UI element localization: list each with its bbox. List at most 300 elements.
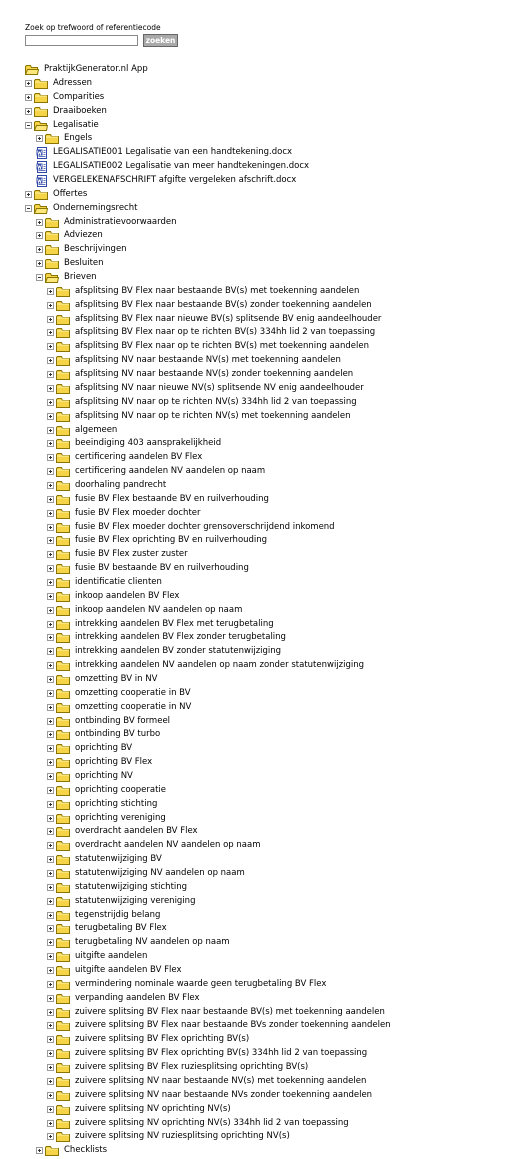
expand-icon[interactable] [47, 967, 54, 974]
folder-icon [56, 965, 70, 976]
tree-item-label: intrekking aandelen BV Flex zonder terugbetaling [75, 632, 286, 642]
tree-item-label: terugbetaling BV Flex [75, 923, 167, 933]
tree-item-label: zuivere splitsing BV Flex naar bestaande BVs zonder toekenning aandelen [75, 1020, 391, 1030]
folder-icon [56, 466, 70, 477]
tree-folder[interactable] [47, 493, 269, 506]
folder-icon [56, 813, 70, 824]
tree-item-label: inkoop aandelen NV aandelen op naam [75, 605, 243, 615]
tree-item-label: afsplitsing NV naar op te richten NV(s) 334hh lid 2 van toepassing [75, 397, 357, 407]
expand-icon[interactable] [47, 856, 54, 863]
expand-icon[interactable] [47, 939, 54, 946]
folder-icon [56, 1131, 70, 1142]
expand-icon[interactable] [25, 191, 32, 198]
expand-icon[interactable] [47, 371, 54, 378]
tree-item-label: zuivere splitsing NV oprichting NV(s) [75, 1104, 231, 1114]
tree-folder[interactable] [47, 548, 188, 561]
expand-icon[interactable] [47, 385, 54, 392]
folder-icon [56, 1020, 70, 1031]
collapse-icon[interactable] [25, 122, 32, 129]
tree-item-label: intrekking aandelen BV zonder statutenwijziging [75, 646, 282, 656]
tree-folder[interactable] [47, 742, 132, 755]
tree-folder[interactable] [47, 534, 267, 547]
tree-item-label: fusie BV Flex bestaande BV en ruilverhouding [75, 494, 269, 504]
folder-icon [56, 549, 70, 560]
tree-item-label: zuivere splitsing BV Flex oprichting BV(s) [75, 1034, 250, 1044]
word-document-icon [36, 175, 48, 187]
tree-folder[interactable] [47, 784, 166, 797]
folder-icon [56, 771, 70, 782]
folder-icon [56, 1062, 70, 1073]
expand-icon[interactable] [47, 898, 54, 905]
tree-item-label: beeindiging 403 aansprakelijkheid [75, 438, 222, 448]
tree-item-label: ontbinding BV turbo [75, 729, 161, 739]
tree-folder[interactable] [47, 424, 117, 437]
expand-icon[interactable] [25, 80, 32, 87]
tree-item-label: statutenwijziging stichting [75, 882, 188, 892]
folder-icon [56, 355, 70, 366]
tree-item-label: statutenwijziging NV aandelen op naam [75, 868, 245, 878]
expand-icon[interactable] [47, 718, 54, 725]
folder-icon [56, 799, 70, 810]
tree-folder[interactable] [47, 562, 249, 575]
expand-icon[interactable] [47, 316, 54, 323]
tree-root-label: PraktijkGenerator.nl App [44, 64, 148, 74]
expand-icon[interactable] [47, 1120, 54, 1127]
expand-icon[interactable] [47, 468, 54, 475]
tree-item-label: inkoop aandelen BV Flex [75, 591, 180, 601]
folder-icon [56, 1034, 70, 1045]
expand-icon[interactable] [47, 745, 54, 752]
tree-item-label: Offertes [53, 189, 88, 199]
expand-icon[interactable] [36, 1147, 43, 1154]
folder-icon [56, 619, 70, 630]
tree-folder[interactable] [47, 1089, 372, 1102]
tree-file[interactable] [36, 160, 309, 173]
tree-folder[interactable] [47, 1103, 231, 1116]
tree-folder[interactable] [47, 659, 364, 672]
expand-icon[interactable] [47, 427, 54, 434]
tree-folder[interactable] [47, 465, 265, 478]
expand-icon[interactable] [47, 537, 54, 544]
folder-icon [56, 397, 70, 408]
tree-folder[interactable] [25, 91, 104, 104]
tree-item-label: uitgifte aandelen [75, 951, 148, 961]
tree-item-label: tegenstrijdig belang [75, 910, 161, 920]
folder-icon [56, 1104, 70, 1115]
folder-icon [56, 785, 70, 796]
folder-icon [34, 106, 48, 117]
expand-icon[interactable] [47, 607, 54, 614]
tree-folder[interactable] [25, 119, 99, 132]
tree-folder[interactable] [47, 825, 198, 838]
expand-icon[interactable] [47, 884, 54, 891]
tree-folder[interactable] [47, 812, 166, 825]
tree-item-label: zuivere splitsing BV Flex oprichting BV(s) 334hh lid 2 van toepassing [75, 1048, 368, 1058]
tree-folder[interactable] [47, 354, 341, 367]
search-label: Zoek op trefwoord of referentiecode [25, 23, 161, 32]
tree-item-label: Checklists [64, 1145, 108, 1155]
tree-item-label: Administratievoorwaarden [64, 217, 177, 227]
tree-folder[interactable] [47, 853, 162, 866]
tree-folder[interactable] [47, 839, 260, 852]
tree-folder[interactable] [36, 257, 104, 270]
expand-icon[interactable] [47, 828, 54, 835]
folder-icon [56, 314, 70, 325]
folder-icon [56, 882, 70, 893]
expand-icon[interactable] [47, 329, 54, 336]
tree-folder[interactable] [47, 1061, 308, 1074]
tree-folder[interactable] [47, 340, 369, 353]
tree-folder[interactable] [47, 1130, 290, 1143]
folder-icon [56, 563, 70, 574]
tree-folder[interactable] [47, 1019, 391, 1032]
expand-icon[interactable] [25, 108, 32, 115]
tree-folder[interactable] [36, 243, 127, 256]
expand-icon[interactable] [47, 953, 54, 960]
tree-folder[interactable] [47, 285, 359, 298]
tree-folder[interactable] [47, 936, 230, 949]
tree-folder[interactable] [36, 132, 92, 145]
tree-item-label: zuivere splitsing NV oprichting NV(s) 334hh lid 2 van toepassing [75, 1118, 349, 1128]
folder-icon [56, 411, 70, 422]
folder-open-icon [25, 64, 39, 75]
expand-icon[interactable] [47, 704, 54, 711]
folder-icon [56, 286, 70, 297]
tree-item-label: omzetting BV in NV [75, 674, 158, 684]
folder-open-icon [34, 120, 48, 131]
tree-item-label: afsplitsing NV naar op te richten NV(s) met toekenning aandelen [75, 411, 351, 421]
tree-item-label: certificering aandelen BV Flex [75, 452, 203, 462]
folder-icon [56, 951, 70, 962]
tree-item-label: afsplitsing BV Flex naar bestaande BV(s) met toekenning aandelen [75, 286, 360, 296]
folder-icon [45, 244, 59, 255]
folder-icon [56, 522, 70, 533]
expand-icon[interactable] [47, 551, 54, 558]
expand-icon[interactable] [47, 510, 54, 517]
expand-icon[interactable] [47, 690, 54, 697]
tree-folder[interactable] [47, 326, 375, 339]
tree-folder[interactable] [47, 604, 242, 617]
expand-icon[interactable] [47, 870, 54, 877]
folder-icon [56, 508, 70, 519]
expand-icon[interactable] [47, 399, 54, 406]
tree-item-label: algemeen [75, 425, 118, 435]
tree-folder[interactable] [47, 992, 200, 1005]
tree-file[interactable] [36, 146, 292, 159]
tree-item-label: afsplitsing BV Flex naar nieuwe BV(s) splitsende BV enig aandeelhouder [75, 314, 382, 324]
tree-item-label: omzetting cooperatie in NV [75, 702, 192, 712]
tree-item-label: Brieven [64, 272, 97, 282]
tree-folder[interactable] [47, 479, 166, 492]
folder-icon [56, 1090, 70, 1101]
expand-icon[interactable] [47, 565, 54, 572]
tree-item-label: intrekking aandelen NV aandelen op naam zonder statutenwijziging [75, 660, 365, 670]
tree-folder[interactable] [47, 396, 357, 409]
tree-folder[interactable] [36, 229, 103, 242]
tree-folder[interactable] [47, 645, 281, 658]
folder-icon [56, 979, 70, 990]
tree-item-label: Besluiten [64, 258, 104, 268]
tree-folder[interactable] [47, 618, 274, 631]
tree-item-label: afsplitsing BV Flex naar op te richten BV(s) met toekenning aandelen [75, 341, 369, 351]
folder-open-icon [45, 272, 59, 283]
tree-item-label: afsplitsing NV naar bestaande NV(s) zonder toekenning aandelen [75, 369, 354, 379]
expand-icon[interactable] [47, 787, 54, 794]
expand-icon[interactable] [47, 593, 54, 600]
tree-item-label: oprichting cooperatie [75, 785, 167, 795]
tree-folder[interactable] [47, 1075, 366, 1088]
folder-icon [56, 896, 70, 907]
tree-item-label: LEGALISATIE002 Legalisatie van meer handtekeningen.docx [53, 161, 310, 171]
folder-icon [56, 660, 70, 671]
expand-icon[interactable] [47, 815, 54, 822]
tree-item-label: Engels [64, 133, 93, 143]
tree-item-label: Beschrijvingen [64, 244, 127, 254]
tree-item-label: Adviezen [64, 230, 103, 240]
tree-item-label: overdracht aandelen BV Flex [75, 826, 198, 836]
folder-icon [56, 300, 70, 311]
folder-icon [45, 230, 59, 241]
folder-icon [34, 189, 48, 200]
tree-folder[interactable] [25, 188, 87, 201]
search-input[interactable] [25, 35, 138, 46]
tree-folder[interactable] [47, 368, 353, 381]
tree-folder[interactable] [25, 77, 92, 90]
collapse-icon[interactable] [36, 274, 43, 281]
tree-folder[interactable] [47, 964, 182, 977]
tree-item-label: afsplitsing BV Flex naar bestaande BV(s) zonder toekenning aandelen [75, 300, 372, 310]
tree-folder[interactable] [47, 451, 202, 464]
expand-icon[interactable] [36, 135, 43, 142]
tree-item-label: uitgifte aandelen BV Flex [75, 965, 182, 975]
expand-icon[interactable] [47, 1092, 54, 1099]
tree-folder[interactable] [47, 701, 191, 714]
expand-icon[interactable] [47, 357, 54, 364]
tree-folder[interactable] [47, 909, 160, 922]
folder-icon [56, 452, 70, 463]
expand-icon[interactable] [47, 1064, 54, 1071]
folder-open-icon [34, 203, 48, 214]
folder-icon [56, 341, 70, 352]
folder-icon [56, 535, 70, 546]
tree-item-label: oprichting BV Flex [75, 757, 153, 767]
expand-icon[interactable] [36, 219, 43, 226]
expand-icon[interactable] [36, 260, 43, 267]
tree-root[interactable] [25, 63, 148, 76]
tree-item-label: ontbinding BV formeel [75, 716, 171, 726]
expand-icon[interactable] [47, 842, 54, 849]
tree-item-label: zuivere splitsing NV ruziesplitsing oprichting NV(s) [75, 1131, 290, 1141]
expand-icon[interactable] [47, 759, 54, 766]
expand-icon[interactable] [36, 232, 43, 239]
tree-item-label: verpanding aandelen BV Flex [75, 993, 200, 1003]
expand-icon[interactable] [47, 482, 54, 489]
expand-icon[interactable] [47, 343, 54, 350]
tree-folder[interactable] [47, 576, 162, 589]
tree-item-label: afsplitsing NV naar bestaande NV(s) met toekenning aandelen [75, 355, 341, 365]
tree-folder[interactable] [47, 437, 221, 450]
folder-icon [56, 743, 70, 754]
expand-icon[interactable] [47, 1106, 54, 1113]
expand-icon[interactable] [47, 648, 54, 655]
folder-icon [56, 577, 70, 588]
expand-icon[interactable] [47, 302, 54, 309]
tree-item-label: oprichting BV [75, 743, 133, 753]
expand-icon[interactable] [47, 1078, 54, 1085]
expand-icon[interactable] [47, 1133, 54, 1140]
expand-icon[interactable] [47, 288, 54, 295]
folder-icon [56, 480, 70, 491]
tree-folder[interactable] [47, 521, 335, 534]
tree-file[interactable] [36, 174, 296, 187]
expand-icon[interactable] [25, 94, 32, 101]
folder-icon [56, 868, 70, 879]
tree-item-label: Comparities [53, 92, 105, 102]
tree-folder[interactable] [47, 950, 147, 963]
folder-icon [45, 1145, 59, 1156]
folder-icon [56, 716, 70, 727]
folder-icon [56, 327, 70, 338]
tree-item-label: oprichting stichting [75, 799, 158, 809]
search-form [25, 23, 178, 47]
expand-icon[interactable] [47, 524, 54, 531]
tree-item-label: oprichting vereniging [75, 813, 166, 823]
tree-item-label: oprichting NV [75, 771, 133, 781]
tree-folder[interactable] [47, 867, 245, 880]
tree-item-label: Legalisatie [53, 120, 99, 130]
folder-icon [56, 688, 70, 699]
tree-folder[interactable] [47, 313, 381, 326]
tree-item-label: fusie BV bestaande BV en ruilverhouding [75, 563, 249, 573]
folder-icon [56, 591, 70, 602]
expand-icon[interactable] [36, 246, 43, 253]
folder-icon [56, 1048, 70, 1059]
tree-folder[interactable] [47, 410, 350, 423]
folder-icon [56, 826, 70, 837]
folder-icon [56, 632, 70, 643]
tree-item-label: fusie BV Flex moeder dochter [75, 508, 201, 518]
tree-item-label: doorhaling pandrecht [75, 480, 167, 490]
tree-folder[interactable] [47, 715, 170, 728]
folder-icon [56, 438, 70, 449]
tree-item-label: LEGALISATIE001 Legalisatie van een handtekening.docx [53, 147, 293, 157]
tree-folder[interactable] [47, 507, 201, 520]
tree-folder[interactable] [25, 105, 107, 118]
tree-item-label: VERGELEKENAFSCHRIFT afgifte vergeleken afschrift.docx [53, 175, 297, 185]
tree-folder[interactable] [47, 1033, 249, 1046]
word-document-icon [36, 147, 48, 159]
folder-icon [56, 605, 70, 616]
tree-item-label: terugbetaling NV aandelen op naam [75, 937, 230, 947]
folder-icon [56, 910, 70, 921]
folder-icon [56, 854, 70, 865]
folder-icon [56, 1007, 70, 1018]
collapse-icon[interactable] [25, 205, 32, 212]
folder-icon [56, 993, 70, 1004]
folder-icon [56, 1076, 70, 1087]
search-button[interactable]: zoeken [143, 34, 178, 47]
expand-icon[interactable] [47, 440, 54, 447]
folder-icon [56, 729, 70, 740]
expand-icon[interactable] [47, 1050, 54, 1057]
folder-icon [56, 1118, 70, 1129]
tree-item-label: identificatie clienten [75, 577, 162, 587]
tree-item-label: overdracht aandelen NV aandelen op naam [75, 840, 261, 850]
folder-icon [56, 369, 70, 380]
expand-icon[interactable] [47, 413, 54, 420]
tree-item-label: zuivere splitsing NV naar bestaande NV(s) met toekenning aandelen [75, 1076, 367, 1086]
expand-icon[interactable] [47, 925, 54, 932]
tree-folder[interactable] [36, 216, 177, 229]
tree-item-label: Adressen [53, 78, 93, 88]
tree-folder[interactable] [47, 382, 364, 395]
expand-icon[interactable] [47, 981, 54, 988]
tree-folder[interactable] [47, 728, 160, 741]
expand-icon[interactable] [47, 995, 54, 1002]
tree-folder[interactable] [47, 1006, 385, 1019]
tree-item-label: Draaiboeken [53, 106, 107, 116]
tree-folder[interactable] [47, 756, 152, 769]
tree-folder[interactable] [47, 881, 187, 894]
tree-item-label: certificering aandelen NV aandelen op naam [75, 466, 266, 476]
tree-folder[interactable] [47, 1117, 349, 1130]
tree-folder[interactable] [36, 1144, 107, 1157]
tree-item-label: fusie BV Flex oprichting BV en ruilverhouding [75, 535, 268, 545]
folder-icon [34, 92, 48, 103]
tree-folder[interactable] [47, 1047, 367, 1060]
word-document-icon [36, 161, 48, 173]
expand-icon[interactable] [47, 1036, 54, 1043]
tree-folder[interactable] [47, 590, 179, 603]
expand-icon[interactable] [47, 676, 54, 683]
tree-folder[interactable] [47, 687, 191, 700]
expand-icon[interactable] [47, 731, 54, 738]
expand-icon[interactable] [47, 773, 54, 780]
expand-icon[interactable] [47, 579, 54, 586]
expand-icon[interactable] [47, 662, 54, 669]
tree-folder[interactable] [47, 299, 372, 312]
tree-folder[interactable] [47, 673, 157, 686]
folder-icon [56, 757, 70, 768]
folder-icon [56, 840, 70, 851]
expand-icon[interactable] [47, 454, 54, 461]
expand-icon[interactable] [47, 1022, 54, 1029]
tree-item-label: intrekking aandelen BV Flex met terugbetaling [75, 619, 274, 629]
tree-folder[interactable] [47, 631, 286, 644]
tree-folder[interactable] [47, 798, 157, 811]
folder-icon [56, 646, 70, 657]
tree-folder[interactable] [36, 271, 97, 284]
tree-item-label: zuivere splitsing BV Flex naar bestaande BV(s) met toekenning aandelen [75, 1007, 385, 1017]
folder-icon [56, 383, 70, 394]
expand-icon[interactable] [47, 496, 54, 503]
tree-folder[interactable] [47, 922, 167, 935]
tree-folder[interactable] [25, 202, 137, 215]
expand-icon[interactable] [47, 912, 54, 919]
search-row [25, 34, 178, 47]
expand-icon[interactable] [47, 634, 54, 641]
tree-folder[interactable] [47, 978, 326, 991]
tree-folder[interactable] [47, 895, 195, 908]
tree-item-label: omzetting cooperatie in BV [75, 688, 191, 698]
tree-item-label: Ondernemingsrecht [53, 203, 138, 213]
expand-icon[interactable] [47, 621, 54, 628]
tree-folder[interactable] [47, 770, 133, 783]
tree-item-label: fusie BV Flex moeder dochter grensoverschrijdend inkomend [75, 522, 335, 532]
expand-icon[interactable] [47, 1009, 54, 1016]
expand-icon[interactable] [47, 801, 54, 808]
folder-icon [34, 78, 48, 89]
